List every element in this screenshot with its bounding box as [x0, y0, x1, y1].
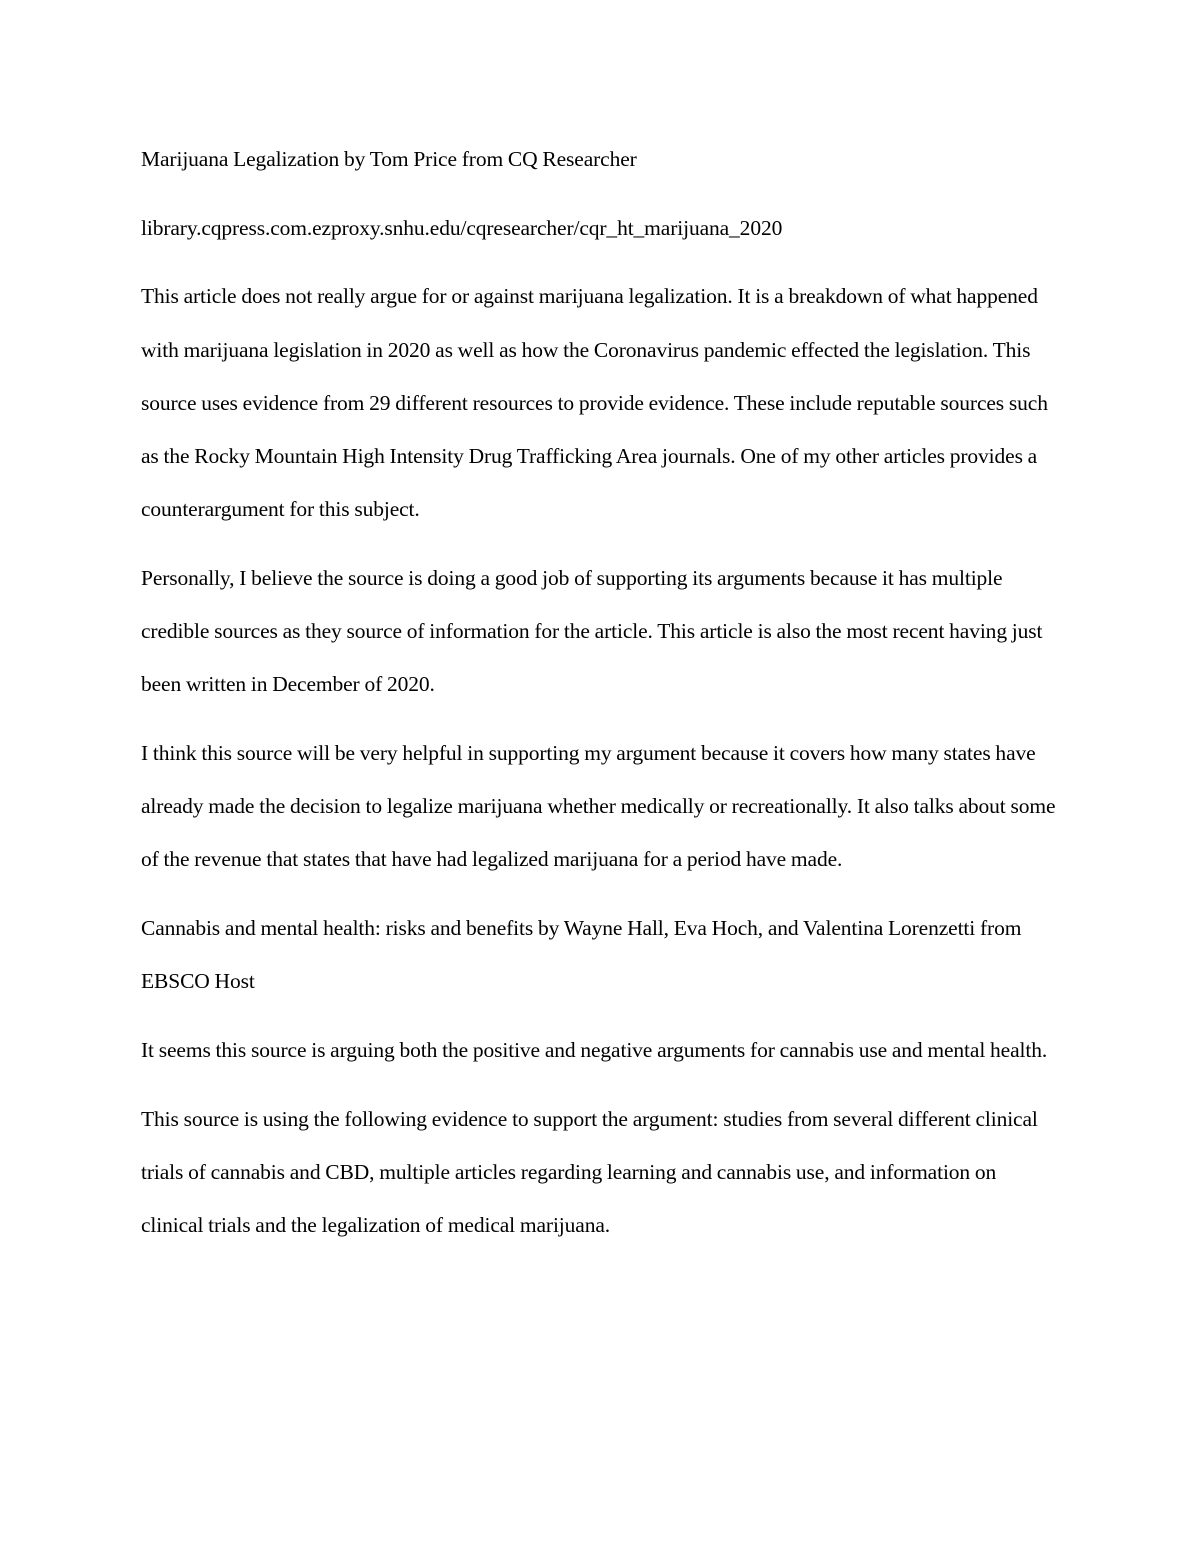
- source-1-citation-title: Marijuana Legalization by Tom Price from CQ Researcher: [141, 147, 637, 171]
- source-1-paragraph-2: Personally, I believe the source is doing a good job of supporting its arguments because it has multiple credible sources as they source of information for the article. This article is also the most recent having just been written in December of 2020.: [141, 565, 1043, 697]
- source-1-citation-url: library.cqpress.com.ezproxy.snhu.edu/cqresearcher/cqr_ht_marijuana_2020: [141, 215, 783, 240]
- document-body: [141, 133, 1056, 1252]
- source-2-paragraph-1: It seems this source is arguing both the positive and negative arguments for cannabis use and mental health.: [141, 1038, 1048, 1063]
- source-1-paragraph-1: This article does not really argue for or against marijuana legalization. It is a breakdown of what happened with marijuana legislation in 2020 as well as how the Coronavirus pandemic effected the legislation. This source uses evidence from 29 different resources to provide evidence. These include reputable sources such as the Rocky Mountain High Intensity Drug Trafficking Area journals. One of my other articles provides a counterargument for this subject.: [141, 284, 1048, 522]
- source-2-citation-title: Cannabis and mental health: risks and benefits by Wayne Hall, Eva Hoch, and Valentina Lorenzetti from EBSCO Host: [141, 916, 1022, 994]
- source-1-paragraph-3: I think this source will be very helpful in supporting my argument because it covers how many states have already made the decision to legalize marijuana whether medically or recreationally. It also talks about some of the revenue that states that have had legalized marijuana for a period have made.: [141, 741, 1056, 872]
- source-2-paragraph-2: This source is using the following evidence to support the argument: studies from several different clinical trials of cannabis and CBD, multiple articles regarding learning and cannabis use, and information on clinical trials and the legalization of medical marijuana.: [141, 1106, 1038, 1238]
